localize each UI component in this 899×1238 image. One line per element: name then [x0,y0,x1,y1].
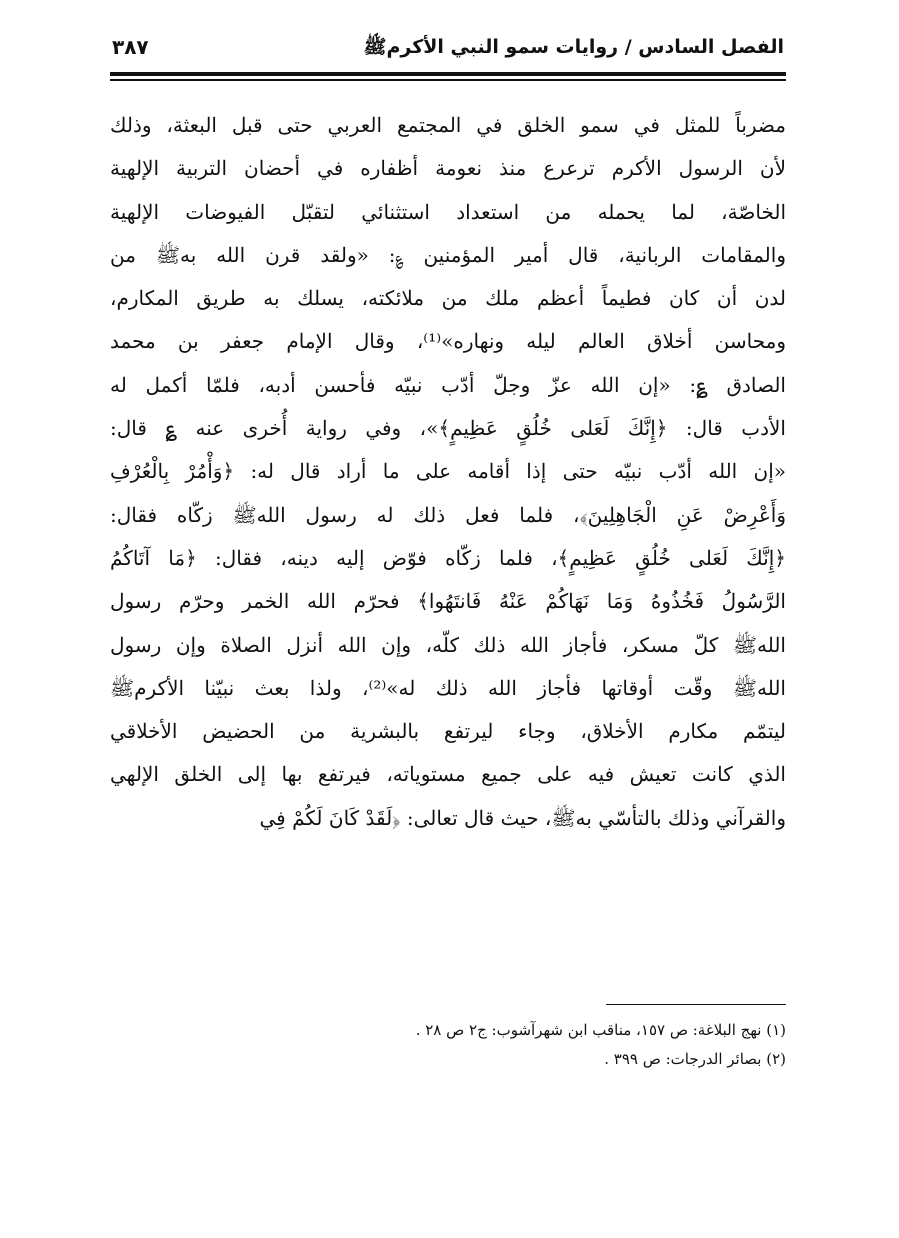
header-rule-thick [110,72,786,76]
chapter-title: الفصل السادس / روايات سمو النبي الأكرمﷺ [363,36,784,58]
footnote-1: (١) نهج البلاغة: ص ١٥٧، مناقب ابن شهرآشوب: ج٢ ص ٢٨ . [415,1021,786,1039]
footnote-separator [606,1004,786,1005]
body-line: مضرباً للمثل في سمو الخلق في المجتمع العربي حتى قبل البعثة، وذلك [110,113,786,137]
body-line: ومحاسن أخلاق العالم ليله ونهاره»⁽¹⁾، وقال الإمام جعفر بن محمد [110,329,786,354]
body-line: والمقامات الربانية، قال أمير المؤمنين ؏: «ولقد قرن الله بهﷺ من [110,242,786,267]
body-line: الرَّسُولُ فَخُذُوهُ وَمَا نَهَاكُمْ عَنْهُ فَانتَهُوا﴾ فحرّم الله الخمر وحرّم رسول [110,589,786,614]
page-number: ٣٨٧ [112,35,149,59]
footnotes [226,1016,786,1074]
running-header [112,34,784,60]
body-line: الخاصّة، لما يحمله من استعداد استثنائي لتقبّل الفيوضات الإلهية [110,199,786,224]
body-line: والقرآني وذلك بالتأسّي بهﷺ، حيث قال تعالى: ﴿لَقَدْ كَانَ لَكُمْ فِي [259,805,786,830]
body-line: وَأَعْرِضْ عَنِ الْجَاهِلِينَ﴾، فلما فعل ذلك له رسول اللهﷺ زكّاه فقال: [110,502,786,527]
body-line: الذي كانت تعيش فيه على جميع مستوياته، فيرتفع بها إلى الخلق الإلهي [110,762,786,787]
body-line: ﴿إِنَّكَ لَعَلى خُلُقٍ عَظِيمٍ﴾، فلما زكّاه فوّض إليه دينه، فقال: ﴿مَا آتَاكُمُ [110,545,786,570]
body-line: «إن الله أدّب نبيّه حتى إذا أقامه على ما أراد قال له: ﴿وَأْمُرْ بِالْعُرْفِ [110,459,786,484]
body-paragraph [110,104,786,840]
body-line: اللهﷺ كلّ مسكر، فأجاز الله ذلك كلّه، وإن الله أنزل الصلاة وإن رسول [110,632,786,657]
body-line: الأدب قال: ﴿إِنَّكَ لَعَلى خُلُقٍ عَظِيمٍ﴾»، وفي رواية أُخرى عنه ؏ قال: [110,416,786,441]
body-line: لدن أن كان فطيماً أعظم ملك من ملائكته، يسلك به طريق المكارم، [110,286,786,311]
body-line: لأن الرسول الأكرم ترعرع منذ نعومة أظفاره في أحضان التربية الإلهية [110,156,786,181]
footnote-2: (٢) بصائر الدرجات: ص ٣٩٩ . [604,1050,786,1068]
body-line: اللهﷺ وقّت أوقاتها فأجاز الله ذلك له»⁽²⁾، ولذا بعث نبيّنا الأكرمﷺ [110,675,786,700]
header-rule-thin [110,79,786,81]
body-line: الصادق ؏: «إن الله عزّ وجلّ أدّب نبيّه فأحسن أدبه، فلمّا أكمل له [110,372,786,397]
body-line: ليتمّم مكارم الأخلاق، وجاء ليرتفع بالبشرية من الحضيض الأخلاقي [110,719,786,744]
